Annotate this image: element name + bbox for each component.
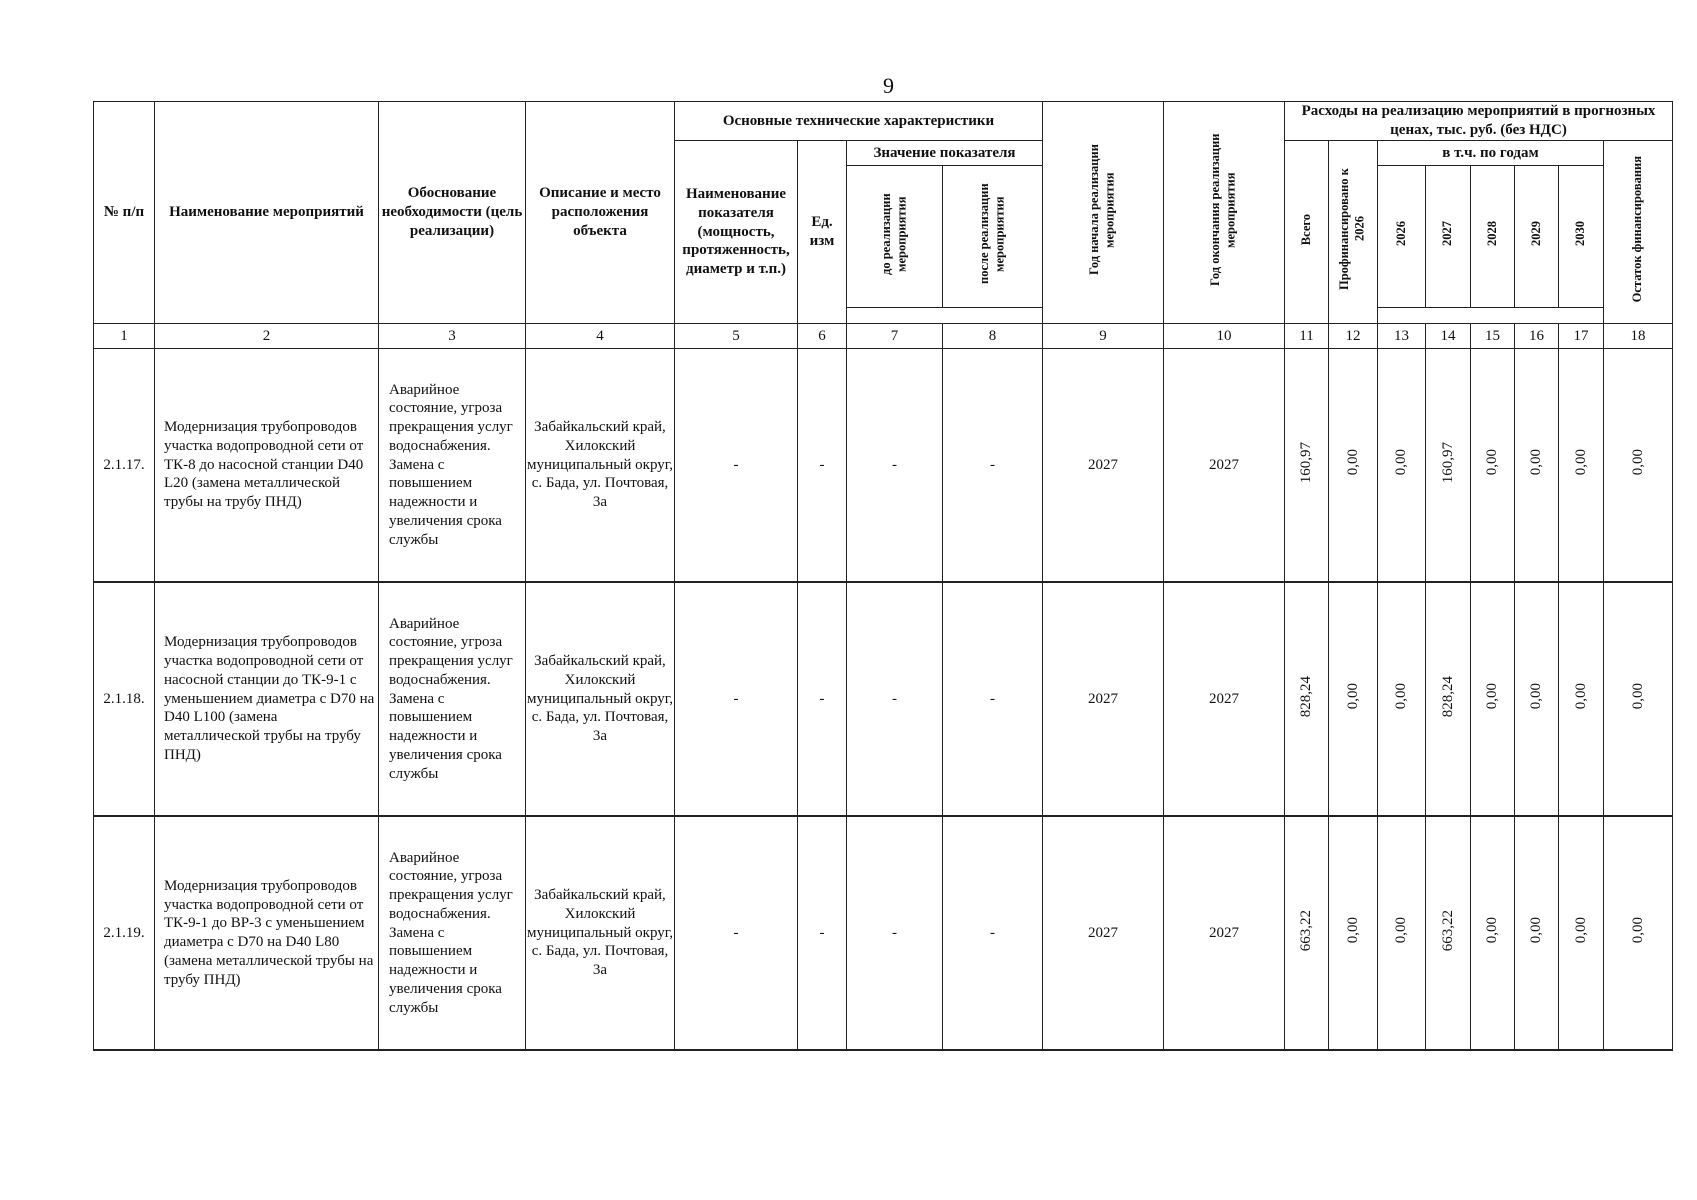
- row-unit: -: [798, 582, 847, 816]
- row-total: 663,22: [1298, 909, 1315, 951]
- table-row: [94, 349, 1673, 583]
- column-index: 6: [798, 324, 847, 349]
- row-end-year: 2027: [1164, 816, 1285, 1050]
- header-start-year: [1043, 102, 1164, 324]
- header-location: Описание и место расположения объекта: [526, 102, 675, 324]
- row-2030: 0,00: [1572, 449, 1589, 476]
- column-index: 12: [1329, 324, 1378, 349]
- row-location: Забайкальский край, Хилокский муниципальный округ, с. Бада, ул. Почтовая, 3а: [526, 349, 675, 583]
- row-2026: 0,00: [1393, 683, 1410, 710]
- row-unit: -: [798, 816, 847, 1050]
- header-year-2027-label: 2027: [1440, 221, 1455, 247]
- header-end-year: [1164, 102, 1285, 324]
- row-2027-cell: [1426, 349, 1471, 583]
- header-year-2029: [1515, 166, 1559, 308]
- header-before: [847, 166, 943, 308]
- row-indicator: -: [675, 349, 798, 583]
- row-prefin: 0,00: [1344, 917, 1361, 944]
- header-reason: Обоснование необходимости (цель реализации): [379, 102, 526, 324]
- row-prefin-cell: [1329, 816, 1378, 1050]
- header-prefin: [1329, 141, 1378, 324]
- row-prefin: 0,00: [1344, 683, 1361, 710]
- row-2028-cell: [1471, 349, 1515, 583]
- row-reason: Аварийное состояние, угроза прекращения услуг водоснабжения. Замена с повышением надежности и увеличения срока службы: [379, 816, 526, 1050]
- row-2029: 0,00: [1528, 917, 1545, 944]
- row-total-cell: [1285, 349, 1329, 583]
- header-row-1: [94, 102, 1673, 141]
- column-index: 9: [1043, 324, 1164, 349]
- row-2027-cell: [1426, 582, 1471, 816]
- row-2028-cell: [1471, 582, 1515, 816]
- column-index: 17: [1559, 324, 1604, 349]
- column-index: 1: [94, 324, 155, 349]
- row-end-year: 2027: [1164, 582, 1285, 816]
- column-index: 16: [1515, 324, 1559, 349]
- row-2028: 0,00: [1484, 917, 1501, 944]
- row-before: -: [847, 582, 943, 816]
- row-rest-cell: [1604, 816, 1673, 1050]
- header-value-group: Значение показателя: [847, 141, 1043, 166]
- table-row: [94, 582, 1673, 816]
- row-before: -: [847, 816, 943, 1050]
- table-row: [94, 816, 1673, 1050]
- row-2029-cell: [1515, 816, 1559, 1050]
- row-2028: 0,00: [1484, 449, 1501, 476]
- header-after-label: после реализации мероприятия: [976, 183, 1007, 284]
- row-name: Модернизация трубопроводов участка водопроводной сети от насосной станции до ТК-9-1 с уменьшением диаметра с D70 на D40 L100 (замена металлической трубы на трубу ПНД): [155, 582, 379, 816]
- header-rest-label: Остаток финансирования: [1630, 155, 1645, 303]
- column-index-row: [94, 324, 1673, 349]
- row-prefin-cell: [1329, 582, 1378, 816]
- row-2027-cell: [1426, 816, 1471, 1050]
- header-year-2030: [1559, 166, 1604, 308]
- row-after: -: [943, 816, 1043, 1050]
- header-prefin-label: Профинансировано к 2026: [1337, 168, 1367, 291]
- row-2026-cell: [1378, 816, 1426, 1050]
- row-2026-cell: [1378, 349, 1426, 583]
- row-rest: 0,00: [1629, 917, 1646, 944]
- row-2029-cell: [1515, 349, 1559, 583]
- row-after: -: [943, 349, 1043, 583]
- header-costs-group: Расходы на реализацию мероприятий в прогнозных ценах, тыс. руб. (без НДС): [1285, 102, 1673, 141]
- row-2030-cell: [1559, 816, 1604, 1050]
- row-start-year: 2027: [1043, 816, 1164, 1050]
- row-prefin: 0,00: [1344, 449, 1361, 476]
- header-before-label: до реализации мероприятия: [878, 192, 909, 275]
- column-index: 10: [1164, 324, 1285, 349]
- row-total: 828,24: [1298, 675, 1315, 717]
- header-year-2026: [1378, 166, 1426, 308]
- row-2026: 0,00: [1393, 917, 1410, 944]
- column-index: 3: [379, 324, 526, 349]
- row-total-cell: [1285, 816, 1329, 1050]
- row-2027: 160,97: [1439, 441, 1456, 483]
- row-2027: 663,22: [1439, 909, 1456, 951]
- row-2026-cell: [1378, 582, 1426, 816]
- row-2028: 0,00: [1484, 683, 1501, 710]
- row-start-year: 2027: [1043, 582, 1164, 816]
- header-unit: Ед. изм: [798, 141, 847, 324]
- header-rest: [1604, 141, 1673, 324]
- measures-table: [93, 101, 1673, 1051]
- row-end-year: 2027: [1164, 349, 1285, 583]
- column-index: 8: [943, 324, 1043, 349]
- header-indicator: Наименование показателя (мощность, протяженность, диаметр и т.п.): [675, 141, 798, 324]
- column-index: 15: [1471, 324, 1515, 349]
- header-years-group: в т.ч. по годам: [1378, 141, 1604, 166]
- row-2030-cell: [1559, 349, 1604, 583]
- row-before: -: [847, 349, 943, 583]
- row-location: Забайкальский край, Хилокский муниципальный округ, с. Бада, ул. Почтовая, 3а: [526, 582, 675, 816]
- row-rest: 0,00: [1629, 449, 1646, 476]
- row-2030: 0,00: [1572, 683, 1589, 710]
- page-number: 9: [883, 73, 894, 98]
- row-rest-cell: [1604, 349, 1673, 583]
- header-end-year-label: Год окончания реализации мероприятия: [1208, 133, 1238, 286]
- header-total: [1285, 141, 1329, 324]
- header-tech-group: Основные технические характеристики: [675, 102, 1043, 141]
- header-after: [943, 166, 1043, 308]
- row-2026: 0,00: [1393, 449, 1410, 476]
- row-location: Забайкальский край, Хилокский муниципальный округ, с. Бада, ул. Почтовая, 3а: [526, 816, 675, 1050]
- row-num: 2.1.17.: [94, 349, 155, 583]
- column-index: 5: [675, 324, 798, 349]
- row-rest-cell: [1604, 582, 1673, 816]
- row-num: 2.1.19.: [94, 816, 155, 1050]
- row-2029: 0,00: [1528, 449, 1545, 476]
- header-year-2030-label: 2030: [1573, 221, 1588, 247]
- header-year-2027: [1426, 166, 1471, 308]
- header-total-label: Всего: [1298, 213, 1313, 245]
- column-index: 14: [1426, 324, 1471, 349]
- row-unit: -: [798, 349, 847, 583]
- header-year-2029-label: 2029: [1528, 221, 1543, 247]
- column-index: 13: [1378, 324, 1426, 349]
- row-total: 160,97: [1298, 441, 1315, 483]
- header-start-year-label: Год начала реализации мероприятия: [1087, 144, 1117, 276]
- row-2027: 828,24: [1439, 675, 1456, 717]
- header-name: Наименование мероприятий: [155, 102, 379, 324]
- row-2030-cell: [1559, 582, 1604, 816]
- header-year-2028: [1471, 166, 1515, 308]
- row-after: -: [943, 582, 1043, 816]
- row-2029: 0,00: [1528, 683, 1545, 710]
- row-2029-cell: [1515, 582, 1559, 816]
- header-num: № п/п: [94, 102, 155, 324]
- header-year-2028-label: 2028: [1484, 221, 1499, 247]
- row-2028-cell: [1471, 816, 1515, 1050]
- column-index: 11: [1285, 324, 1329, 349]
- header-year-2026-label: 2026: [1393, 221, 1408, 247]
- row-start-year: 2027: [1043, 349, 1164, 583]
- row-rest: 0,00: [1629, 683, 1646, 710]
- row-name: Модернизация трубопроводов участка водопроводной сети от ТК-8 до насосной станции D40 L20 (замена металлической трубы на трубу ПНД): [155, 349, 379, 583]
- row-num: 2.1.18.: [94, 582, 155, 816]
- row-indicator: -: [675, 816, 798, 1050]
- column-index: 7: [847, 324, 943, 349]
- row-2030: 0,00: [1572, 917, 1589, 944]
- row-total-cell: [1285, 582, 1329, 816]
- column-index: 4: [526, 324, 675, 349]
- column-index: 18: [1604, 324, 1673, 349]
- column-index: 2: [155, 324, 379, 349]
- row-reason: Аварийное состояние, угроза прекращения услуг водоснабжения. Замена с повышением надежности и увеличения срока службы: [379, 582, 526, 816]
- row-prefin-cell: [1329, 349, 1378, 583]
- row-reason: Аварийное состояние, угроза прекращения услуг водоснабжения. Замена с повышением надежности и увеличения срока службы: [379, 349, 526, 583]
- row-name: Модернизация трубопроводов участка водопроводной сети от ТК-9-1 до ВР-3 с уменьшением диаметра с D70 на D40 L80 (замена металлической трубы на трубу ПНД): [155, 816, 379, 1050]
- row-indicator: -: [675, 582, 798, 816]
